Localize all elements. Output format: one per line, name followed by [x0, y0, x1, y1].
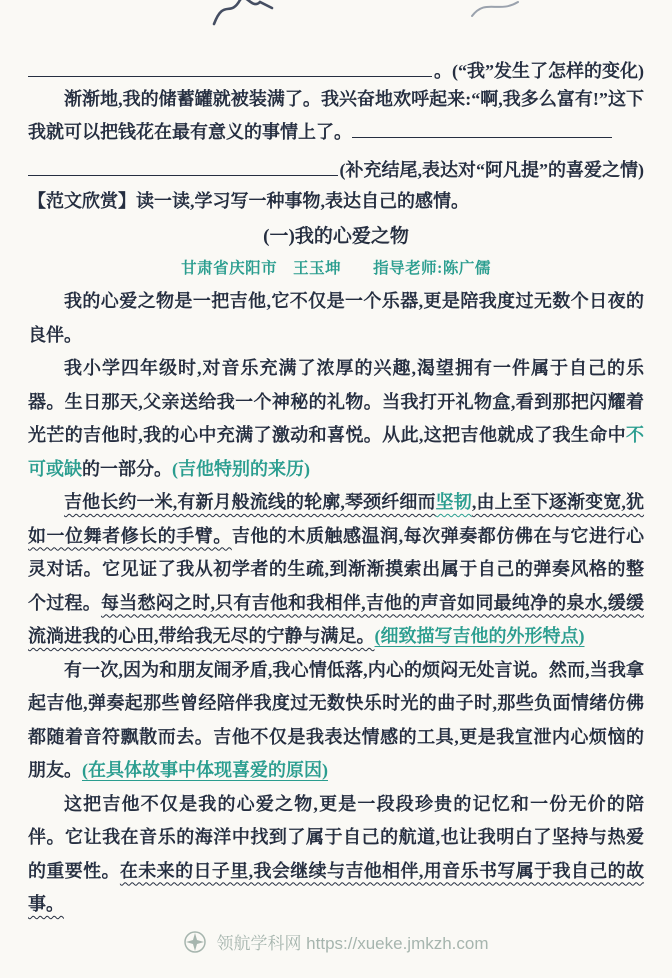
teacher-annotation: (细致描写吉他的外形特点): [374, 626, 585, 646]
wavy-underlined-text: 在未来的日子里,我会继续与吉他相伴,用音乐书写属于我自己的故事。: [28, 860, 645, 914]
prompt-note-ending: (补充结尾,表达对“阿凡提”的喜爱之情): [339, 160, 644, 180]
essay-paragraph-3: [28, 486, 644, 654]
site-footer: [0, 929, 672, 954]
paragraph-text: 我的心爱之物是一把吉他,它不仅是一个乐器,更是陪我度过无数个日夜的良伴。: [28, 291, 644, 345]
paragraph-text: 有一次,因为和朋友闹矛盾,我心情低落,内心的烦闷无处言说。然而,当我拿起吉他,弹奏起那些曾经陪伴我度过无数快乐时光的曲子时,那些负面情绪仿佛都随着音符飘散而去。吉他不仅是我表达情感的工具,更是我宣泄内心烦恼的朋友。: [28, 659, 644, 780]
highlighted-word: 不可或缺: [28, 425, 644, 479]
model-answer-text: 渐渐地,我的储蓄罐就被装满了。我兴奋地欢呼起来:“啊,我多么富有!”这下我就可以把钱花在最有意义的事情上了。: [28, 89, 644, 142]
essay-paragraph-2: [28, 352, 644, 486]
answer-blank-line-bottom: [28, 149, 644, 182]
answer-blank-tail: [352, 118, 612, 138]
paragraph-text: 我小学四年级时,对音乐充满了浓厚的兴趣,渴望拥有一件属于自己的乐器。生日那天,父亲送给我一个神秘的礼物。当我打开礼物盒,看到那把闪耀着光芒的吉他时,我的心中充满了激动和喜悦。从此,这把吉他就成了我生命中: [28, 358, 644, 445]
wavy-underlined-text: ,由上至下逐渐变宽,犹如一位舞者修长的手臂。: [28, 492, 645, 546]
footer-site-text: 领航学科网 https://xueke.jmkzh.com: [216, 934, 489, 953]
paragraph-text: 这把吉他不仅是我的心爱之物,更是一段段珍贵的记忆和一份无价的陪伴。它让我在音乐的海洋中找到了属于自己的航道,也让我明白了坚持与热爱的重要性。: [28, 793, 644, 881]
answer-blank: [28, 175, 338, 176]
answer-blank: [28, 76, 432, 77]
section-header: 【范文欣赏】读一读,学习写一种事物,表达自己的感情。: [28, 191, 469, 211]
handwriting-mark-icon: [208, 0, 278, 28]
essay-title: (一)我的心爱之物: [263, 226, 409, 247]
compass-logo-icon: [183, 930, 207, 954]
paragraph-text: 吉他的木质触感温润,每次弹奏都仿佛在与它进行心灵对话。它见证了我从初学者的生疏,到渐渐摸索出属于自己的弹奏风格的整个过程。: [28, 525, 645, 613]
essay-paragraph-1: [28, 285, 644, 352]
prompt-note-change: 。(“我”发生了怎样的变化): [434, 61, 644, 81]
handwriting-mark-icon: [468, 0, 524, 22]
essay-byline: 甘肃省庆阳市 王玉坤 指导老师:陈广儒: [181, 260, 491, 277]
wavy-underlined-text: 吉他长约一米,有新月般流线的轮廓,琴颈纤细而: [64, 492, 436, 512]
essay-paragraph-5: [28, 788, 644, 922]
answer-blank-line-top: [28, 50, 644, 83]
teacher-annotation: (吉他特别的来历): [172, 458, 310, 479]
essay-paragraph-4: [28, 654, 644, 788]
teacher-annotation: (在具体故事中体现喜爱的原因): [82, 760, 328, 780]
wavy-underlined-text: 每当愁闷之时,只有吉他和我相伴,吉他的声音如同最纯净的泉水,缓缓流淌进我的心田,带给我无尽的宁静与满足。: [28, 592, 645, 646]
paragraph-text: 的一部分。: [82, 458, 172, 479]
highlighted-word: 坚韧: [435, 492, 472, 512]
model-answer-paragraph: [28, 83, 644, 149]
